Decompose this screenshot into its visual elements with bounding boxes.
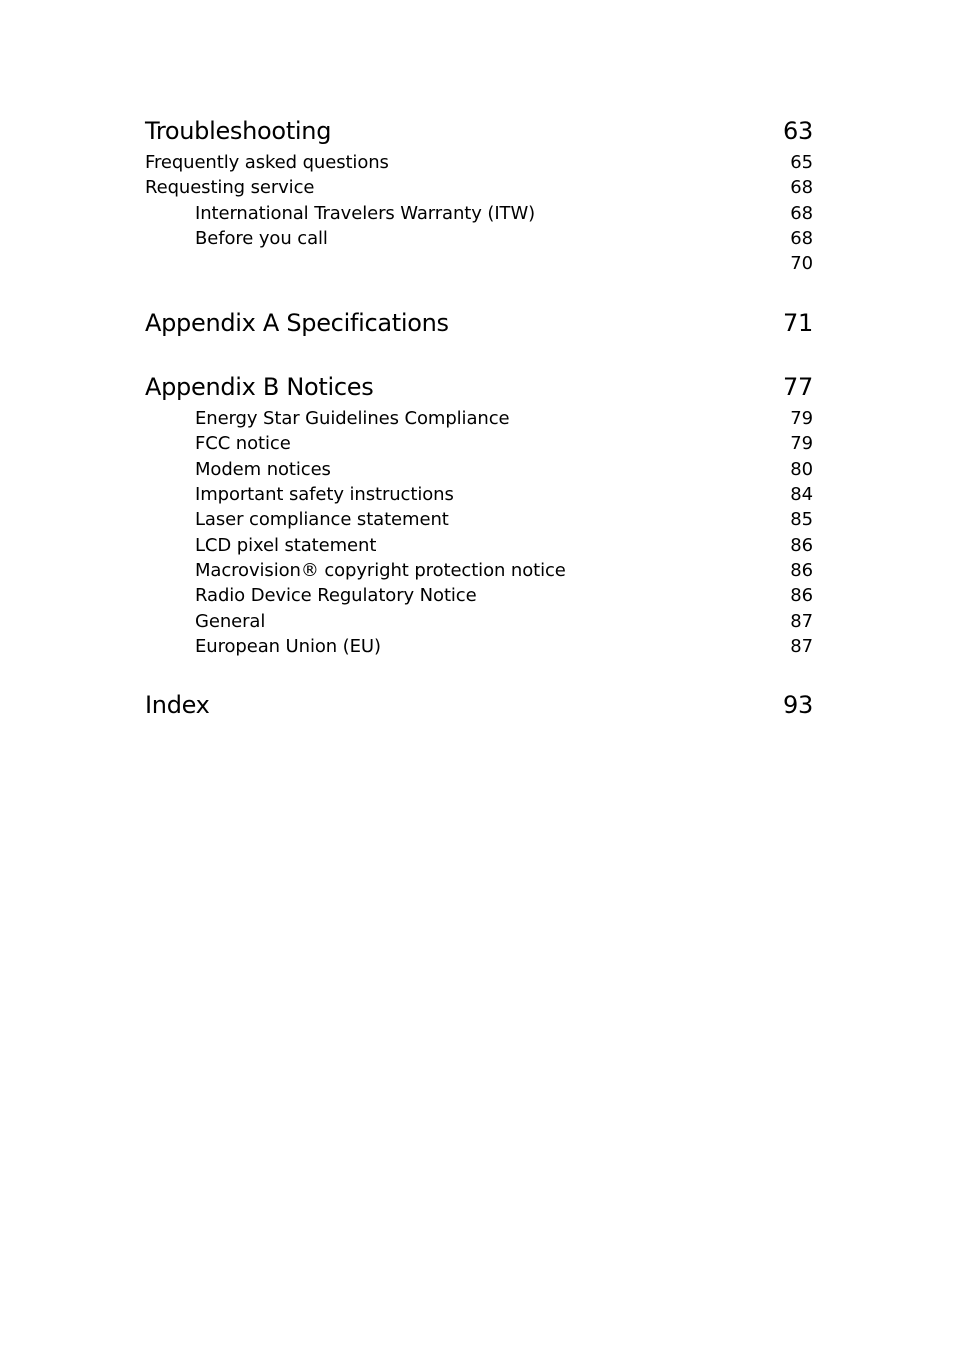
toc-entry[interactable]: [145, 253, 813, 279]
toc-chapter-appendix-a[interactable]: [145, 309, 813, 335]
toc-entry[interactable]: [145, 560, 813, 586]
entry-page-number: 68: [790, 177, 813, 198]
entry-page-number: 79: [790, 433, 813, 454]
chapter-title: Appendix A Specifications: [145, 309, 449, 337]
chapter-page-number: 93: [783, 691, 813, 719]
entry-label: Requesting service: [145, 177, 315, 198]
entry-page-number: 84: [790, 484, 813, 505]
entry-label: Important safety instructions: [195, 484, 454, 505]
toc-entry[interactable]: [145, 484, 813, 510]
toc-chapter-index[interactable]: [145, 691, 813, 717]
toc-entry[interactable]: [145, 203, 813, 229]
toc-entry[interactable]: [145, 535, 813, 561]
entry-page-number: 87: [790, 611, 813, 632]
toc-entry[interactable]: [145, 636, 813, 662]
entry-page-number: 65: [790, 152, 813, 173]
toc-entry[interactable]: [145, 509, 813, 535]
entry-label: Before you call: [195, 228, 328, 249]
entry-label: Frequently asked questions: [145, 152, 389, 173]
chapter-title: Troubleshooting: [145, 117, 332, 145]
toc-entry[interactable]: [145, 433, 813, 459]
entry-page-number: 79: [790, 408, 813, 429]
entry-page-number: 70: [790, 253, 813, 274]
chapter-title: Index: [145, 691, 210, 719]
toc-entry[interactable]: [145, 152, 813, 178]
chapter-page-number: 77: [783, 373, 813, 401]
chapter-title: Appendix B Notices: [145, 373, 374, 401]
toc-entry[interactable]: [145, 177, 813, 203]
toc-chapter-troubleshooting[interactable]: [145, 117, 813, 143]
toc-entry[interactable]: [145, 611, 813, 637]
chapter-page-number: 71: [783, 309, 813, 337]
entry-label: Energy Star Guidelines Compliance: [195, 408, 510, 429]
entry-label: LCD pixel statement: [195, 535, 377, 556]
toc-entry[interactable]: [145, 408, 813, 434]
toc-entry[interactable]: [145, 585, 813, 611]
entry-label: FCC notice: [195, 433, 291, 454]
entry-label: Macrovision® copyright protection notice: [195, 560, 566, 581]
entry-page-number: 80: [790, 459, 813, 480]
entry-page-number: 86: [790, 535, 813, 556]
entry-label: General: [195, 611, 266, 632]
entry-label: Laser compliance statement: [195, 509, 449, 530]
toc-entry[interactable]: [145, 459, 813, 485]
entry-label: Radio Device Regulatory Notice: [195, 585, 477, 606]
toc-chapter-appendix-b[interactable]: [145, 373, 813, 399]
entry-page-number: 87: [790, 636, 813, 657]
entry-page-number: 68: [790, 203, 813, 224]
entry-label: European Union (EU): [195, 636, 381, 657]
entry-page-number: 85: [790, 509, 813, 530]
entry-page-number: 68: [790, 228, 813, 249]
entry-label: International Travelers Warranty (ITW): [195, 203, 536, 224]
entry-page-number: 86: [790, 585, 813, 606]
entry-page-number: 86: [790, 560, 813, 581]
chapter-page-number: 63: [783, 117, 813, 145]
entry-label: Modem notices: [195, 459, 331, 480]
toc-entry[interactable]: [145, 228, 813, 254]
